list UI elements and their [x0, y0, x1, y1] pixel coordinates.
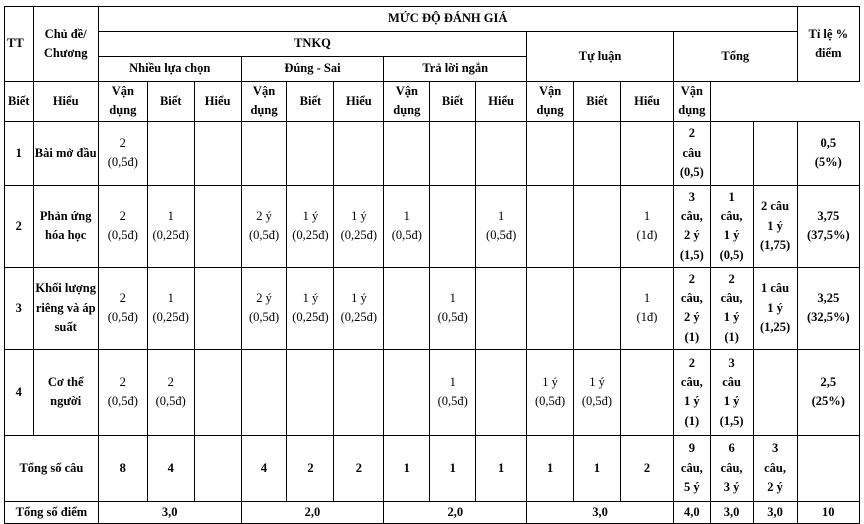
score-cell — [527, 185, 574, 267]
score-cell — [241, 185, 287, 267]
row-number: 4 — [5, 349, 34, 435]
total-cell-line: câu — [682, 145, 702, 160]
score-cell — [147, 267, 194, 349]
total-cell — [710, 349, 753, 435]
score-cell — [334, 121, 384, 185]
total-cell-line: 1 câu — [761, 281, 790, 296]
total-cell-line: 3 — [688, 189, 695, 204]
score-cell-line: (0,25đ) — [340, 310, 378, 325]
percent-cell — [797, 349, 859, 435]
total-cell-line: 1 ý — [684, 394, 700, 409]
score-cell — [620, 185, 673, 267]
tong-so-cau-total — [710, 435, 753, 501]
total-cell — [673, 267, 710, 349]
total-cell — [673, 349, 710, 435]
score-cell — [574, 349, 621, 435]
tong-so-cau-cell: 2 — [334, 435, 384, 501]
score-cell-line: (0,5đ) — [107, 310, 138, 325]
percent-cell-line: (32,5%) — [806, 310, 850, 325]
score-cell — [476, 349, 527, 435]
total-cell-line: 2 ý — [684, 228, 700, 243]
total-cell-line: 1 ý — [723, 394, 740, 409]
score-cell — [287, 349, 334, 435]
tong-so-cau-total-line: 9 — [688, 441, 695, 456]
score-cell — [147, 121, 194, 185]
row-number: 3 — [5, 267, 34, 349]
level-short-answer-2: Vận dụng — [384, 82, 430, 122]
score-cell — [194, 121, 241, 185]
tong-so-cau-total-line: câu, — [680, 460, 703, 475]
total-cell-line: 2 — [688, 271, 695, 286]
score-cell — [430, 349, 476, 435]
total-cell-line: 1 ý — [723, 310, 740, 325]
score-cell-line: 2 — [167, 374, 174, 389]
row-topic: Phản ứng hóa học — [33, 185, 98, 267]
score-cell — [620, 267, 673, 349]
score-cell — [98, 185, 147, 267]
total-cell-line: (1) — [684, 329, 700, 344]
tong-so-cau-label: Tổng số câu — [5, 435, 99, 501]
score-cell — [384, 121, 430, 185]
tong-so-cau-cell: 2 — [620, 435, 673, 501]
total-cell — [710, 121, 753, 185]
header-percent: Tỉ lệ % điểm — [797, 7, 859, 82]
score-cell — [98, 349, 147, 435]
level-total-2: Vận dụng — [673, 82, 710, 122]
score-cell-line: (0,5đ) — [581, 394, 613, 409]
header-tnkq: TNKQ — [98, 32, 526, 57]
total-cell — [710, 267, 753, 349]
score-cell — [194, 267, 241, 349]
total-cell-line: (1) — [724, 329, 739, 344]
score-cell — [476, 185, 527, 267]
total-cell-line: (1,5) — [719, 413, 744, 428]
total-cell-line: câu, — [720, 290, 743, 305]
header-group-true-false: Đúng - Sai — [241, 57, 384, 82]
level-essay-1: Hiểu — [476, 82, 527, 122]
score-cell-line: (0,25đ) — [292, 310, 329, 325]
level-multiple-choice-1: Hiểu — [33, 82, 98, 122]
level-true-false-2: Vận dụng — [241, 82, 287, 122]
score-cell-line: 1 ý — [542, 374, 558, 389]
score-cell-line: (0,5đ) — [437, 310, 468, 325]
tong-so-cau-total-line: 5 ý — [684, 479, 700, 494]
total-cell-line: câu, — [680, 208, 703, 223]
score-cell-line: (1đ) — [636, 310, 658, 325]
score-cell-line: 1 — [643, 290, 651, 305]
score-cell-line: 1 — [167, 208, 174, 223]
score-cell-line: 1 — [167, 290, 174, 305]
score-cell-line: (0,25đ) — [152, 228, 189, 243]
tong-so-cau-total — [673, 435, 710, 501]
tong-so-cau-cell: 1 — [476, 435, 527, 501]
percent-cell-line: 2,5 — [820, 374, 837, 389]
tong-so-cau-cell: 1 — [574, 435, 621, 501]
tong-so-cau-total-line: 6 — [728, 441, 735, 456]
score-cell-line: 2 ý — [256, 290, 272, 305]
tong-so-cau-cell — [194, 435, 241, 501]
score-cell-line: (0,25đ) — [292, 228, 329, 243]
score-cell — [98, 121, 147, 185]
tong-so-cau-percent — [797, 435, 859, 501]
level-total-0: Biết — [574, 82, 621, 122]
level-multiple-choice-2: Vận dụng — [98, 82, 147, 122]
score-cell — [527, 349, 574, 435]
tong-so-cau-total-line: 2 ý — [767, 479, 783, 494]
total-cell-line: câu, — [720, 208, 743, 223]
score-cell — [430, 121, 476, 185]
total-cell-line: (1) — [684, 413, 700, 428]
level-essay-0: Biết — [430, 82, 476, 122]
score-cell — [620, 349, 673, 435]
assessment-matrix-table — [4, 6, 860, 524]
tong-so-diem-group: 2,0 — [384, 501, 527, 523]
score-cell-line: 1 — [449, 374, 456, 389]
score-cell — [241, 121, 287, 185]
score-cell — [476, 267, 527, 349]
score-cell-line: 1 ý — [351, 290, 367, 305]
tong-so-cau-cell: 8 — [98, 435, 147, 501]
row-number: 1 — [5, 121, 34, 185]
score-cell-line: 1 ý — [589, 374, 605, 389]
total-cell — [753, 121, 797, 185]
tong-so-cau-cell: 1 — [384, 435, 430, 501]
total-cell — [710, 185, 753, 267]
total-cell-line: 1 — [728, 189, 735, 204]
score-cell-line: 1 — [449, 290, 456, 305]
percent-cell-line: 3,25 — [817, 290, 840, 305]
tong-so-cau-cell: 1 — [430, 435, 476, 501]
score-cell — [620, 121, 673, 185]
score-cell — [574, 121, 621, 185]
total-cell-line: (0,5) — [719, 247, 744, 262]
score-cell-line: 2 — [119, 374, 126, 389]
row-topic: Bài mở đầu — [33, 121, 98, 185]
row-number: 2 — [5, 185, 34, 267]
header-group-tu-luan: Tự luận — [527, 32, 674, 82]
total-cell-line: 2 — [728, 271, 735, 286]
tong-so-cau-total-line: 3 ý — [723, 479, 740, 494]
total-cell-line: 2 — [688, 355, 695, 370]
total-cell — [753, 267, 797, 349]
score-cell-line: (0,5đ) — [437, 394, 468, 409]
tong-so-cau-total-line: câu, — [764, 460, 786, 475]
total-cell — [673, 185, 710, 267]
score-cell-line: (0,25đ) — [152, 310, 189, 325]
percent-cell — [797, 185, 859, 267]
tong-so-cau-cell: 1 — [527, 435, 574, 501]
tong-so-cau-cell: 4 — [147, 435, 194, 501]
tong-so-diem-total: 4,0 — [673, 501, 710, 523]
tong-so-diem-group: 3,0 — [98, 501, 241, 523]
total-cell-line: (0,5) — [679, 164, 704, 179]
total-cell-line: (1,75) — [759, 237, 791, 252]
score-cell — [194, 185, 241, 267]
score-cell-line: 2 — [119, 208, 126, 223]
score-cell — [574, 267, 621, 349]
level-true-false-1: Hiểu — [194, 82, 241, 122]
score-cell-line: (0,5đ) — [486, 228, 517, 243]
percent-cell-line: (5%) — [814, 155, 842, 170]
tong-so-diem-group: 3,0 — [527, 501, 674, 523]
score-cell-line: 1 ý — [302, 208, 319, 223]
score-cell — [574, 185, 621, 267]
tong-so-cau-cell: 4 — [241, 435, 287, 501]
score-cell-line: (1đ) — [636, 228, 658, 243]
score-cell — [287, 185, 334, 267]
score-cell — [430, 267, 476, 349]
header-topic: Chủ đề/ Chương — [33, 7, 98, 82]
total-cell-line: 2 — [688, 126, 695, 141]
header-tt: TT — [5, 7, 34, 82]
level-total-1: Hiểu — [620, 82, 673, 122]
header-assessment-level: MỨC ĐỘ ĐÁNH GIÁ — [98, 7, 797, 32]
total-cell-line: 1 ý — [767, 218, 783, 233]
total-cell-line: (1,25) — [759, 319, 791, 334]
score-cell — [334, 349, 384, 435]
percent-cell-line: 3,75 — [817, 208, 840, 223]
score-cell — [287, 121, 334, 185]
percent-cell-line: (37,5%) — [806, 228, 850, 243]
header-group-multiple-choice: Nhiều lựa chọn — [98, 57, 241, 82]
score-cell-line: (0,5đ) — [107, 394, 138, 409]
tong-so-cau-total — [753, 435, 797, 501]
total-cell-line: 2 ý — [684, 310, 700, 325]
header-group-short-answer: Trả lời ngắn — [384, 57, 527, 82]
score-cell-line: (0,5đ) — [107, 228, 138, 243]
score-cell — [527, 121, 574, 185]
tong-so-cau-total-line: câu, — [720, 460, 743, 475]
level-short-answer-1: Hiểu — [334, 82, 384, 122]
tong-so-diem-group: 2,0 — [241, 501, 384, 523]
total-cell-line: 2 câu — [761, 199, 790, 214]
score-cell — [98, 267, 147, 349]
tong-so-diem-total: 3,0 — [753, 501, 797, 523]
score-cell — [430, 185, 476, 267]
total-cell-line: 3 — [728, 355, 735, 370]
score-cell-line: (0,25đ) — [340, 228, 378, 243]
tong-so-cau-total-line: 3 — [771, 441, 779, 456]
score-cell — [334, 267, 384, 349]
level-true-false-0: Biết — [147, 82, 194, 122]
score-cell — [147, 185, 194, 267]
score-cell — [241, 349, 287, 435]
score-cell-line: 1 ý — [351, 208, 367, 223]
score-cell — [476, 121, 527, 185]
percent-cell — [797, 267, 859, 349]
tong-so-diem-total: 3,0 — [710, 501, 753, 523]
total-cell-line: câu — [722, 374, 741, 389]
level-multiple-choice-0: Biết — [5, 82, 34, 122]
score-cell-line: 1 ý — [302, 290, 319, 305]
total-cell — [753, 349, 797, 435]
score-cell-line: 1 — [643, 208, 651, 223]
score-cell-line: (0,5đ) — [534, 394, 566, 409]
score-cell-line: (0,5đ) — [248, 228, 280, 243]
level-essay-2: Vận dụng — [527, 82, 574, 122]
score-cell-line: 2 — [119, 290, 126, 305]
score-cell — [194, 349, 241, 435]
tong-so-diem-percent: 10 — [797, 501, 859, 523]
tong-so-diem-label: Tổng số điểm — [5, 501, 99, 523]
percent-cell-line: 0,5 — [820, 135, 837, 150]
percent-cell-line: (25%) — [811, 394, 845, 409]
score-cell-line: 1 — [403, 208, 410, 223]
score-cell-line: (0,5đ) — [248, 310, 280, 325]
percent-cell — [797, 121, 859, 185]
total-cell-line: (1,5) — [679, 247, 704, 262]
score-cell-line: (0,5đ) — [155, 394, 186, 409]
tong-so-cau-cell: 2 — [287, 435, 334, 501]
header-total: Tổng — [673, 32, 797, 82]
score-cell — [334, 185, 384, 267]
score-cell — [147, 349, 194, 435]
total-cell-line: câu, — [680, 290, 703, 305]
score-cell-line: 1 — [498, 208, 505, 223]
score-cell — [384, 267, 430, 349]
total-cell — [753, 185, 797, 267]
total-cell-line: 1 ý — [767, 300, 783, 315]
row-topic: Khối lượng riêng và áp suất — [33, 267, 98, 349]
score-cell-line: (0,5đ) — [107, 155, 138, 170]
score-cell — [241, 267, 287, 349]
total-cell-line: câu, — [680, 374, 703, 389]
row-topic: Cơ thể người — [33, 349, 98, 435]
total-cell — [673, 121, 710, 185]
score-cell-line: (0,5đ) — [391, 228, 422, 243]
score-cell-line: 2 — [119, 135, 126, 150]
score-cell — [384, 349, 430, 435]
level-short-answer-0: Biết — [287, 82, 334, 122]
score-cell — [527, 267, 574, 349]
score-cell — [384, 185, 430, 267]
score-cell-line: 2 ý — [256, 208, 272, 223]
total-cell-line: 1 ý — [723, 228, 740, 243]
score-cell — [287, 267, 334, 349]
